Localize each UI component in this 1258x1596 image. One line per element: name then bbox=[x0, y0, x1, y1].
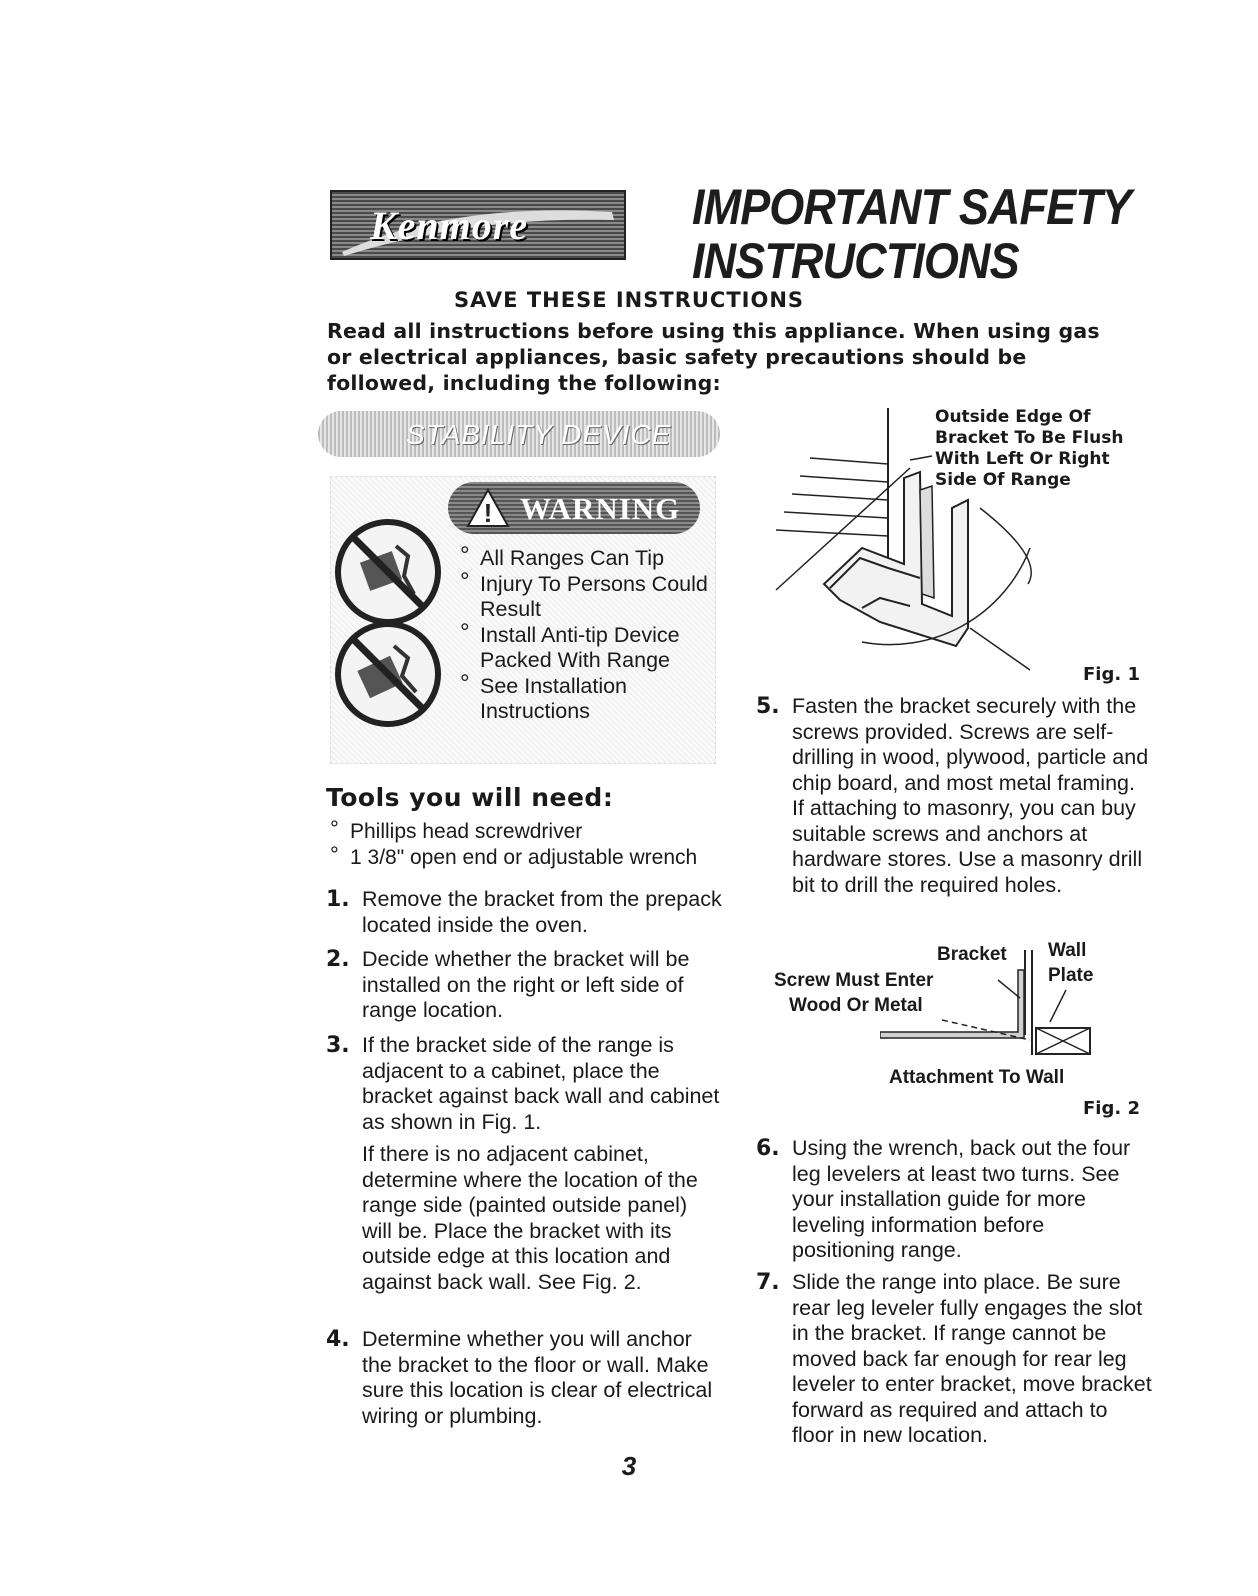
fig2-wall-attachment-diagram bbox=[880, 940, 1100, 1060]
child-climbing-range-icon bbox=[332, 618, 444, 730]
step-5: 5. Fasten the bracket securely with the screws provided. Screws are self-drilling in wood, plywood, particle and chip board, and most metal framing. If attaching to masonry, you can buy suitable screws and anchors at hardware stores. Use a masonry drill bit to drill the required holes. bbox=[756, 694, 1149, 897]
fig2-screw-note-line1: Screw Must Enter bbox=[774, 970, 934, 991]
step-3-continued: If there is no adjacent cabinet, determine where the location of the range side (painted outside panel) will be. Place the bracket with its outside edge at this location and against back wall. See Fig. 2. bbox=[362, 1142, 698, 1294]
fig2-label: Fig. 2 bbox=[1083, 1098, 1140, 1119]
step-1: 1. Remove the bracket from the prepack located inside the oven. bbox=[326, 887, 722, 937]
kenmore-logo bbox=[330, 190, 626, 260]
warning-item: ° Install Anti-tip Device Packed With Range bbox=[458, 623, 708, 674]
warning-item: ° All Ranges Can Tip bbox=[458, 546, 708, 572]
tool-item: ° 1 3/8" open end or adjustable wrench bbox=[330, 845, 697, 871]
tools-heading: Tools you will need: bbox=[326, 783, 614, 812]
step-3: 3. If the bracket side of the range is adjacent to a cabinet, place the bracket against back wall and cabinet as shown in Fig. 1. bbox=[326, 1033, 720, 1134]
svg-text:!: ! bbox=[483, 498, 493, 528]
intro-paragraph: Read all instructions before using this appliance. When using gas or electrical appliances, basic safety precautions should be followed, including the following: bbox=[327, 319, 1100, 395]
save-notice: SAVE THESE INSTRUCTIONS bbox=[453, 288, 805, 312]
step-6: 6. Using the wrench, back out the four leg levelers at least two turns. See your installation guide for more leveling information before positioning range. bbox=[756, 1136, 1131, 1262]
fig2-bracket-label: Bracket bbox=[937, 944, 1007, 965]
step-4: 4. Determine whether you will anchor the bracket to the floor or wall. Make sure this location is clear of electrical wiring or plumbing. bbox=[326, 1327, 713, 1428]
stability-device-banner: STABILITY DEVICE bbox=[318, 411, 720, 457]
warning-list bbox=[458, 546, 708, 725]
warning-banner: ! WARNING bbox=[448, 482, 700, 534]
warning-item: ° See Installation Instructions bbox=[458, 674, 708, 725]
warning-item: ° Injury To Persons Could Result bbox=[458, 572, 708, 623]
step-7: 7. Slide the range into place. Be sure rear leg leveler fully engages the slot in the bracket. If range cannot be moved back far enough for rear leg leveler to enter bracket, move bracket forward as required and attach to floor in new location. bbox=[756, 1270, 1152, 1447]
fig1-callout: Outside Edge Of Bracket To Be Flush With Left Or Right Side Of Range bbox=[935, 407, 1124, 490]
fig1-label: Fig. 1 bbox=[1083, 664, 1140, 685]
tool-item: ° Phillips head screwdriver bbox=[330, 819, 697, 845]
warning-triangle-icon bbox=[466, 488, 510, 528]
page-title: IMPORTANT SAFETY INSTRUCTIONS bbox=[692, 179, 1131, 289]
range-tip-over-icon bbox=[332, 516, 444, 628]
logo-brand-text: Kenmore bbox=[370, 203, 529, 248]
step-2: 2. Decide whether the bracket will be installed on the right or left side of range location. bbox=[326, 947, 690, 1022]
tools-list bbox=[330, 819, 697, 871]
fig2-wall-plate-label: Wall Plate bbox=[1048, 940, 1094, 986]
fig2-screw-note-line2: Wood Or Metal bbox=[789, 995, 923, 1016]
page-number: 3 bbox=[621, 1451, 637, 1481]
fig2-caption: Attachment To Wall bbox=[889, 1067, 1065, 1088]
